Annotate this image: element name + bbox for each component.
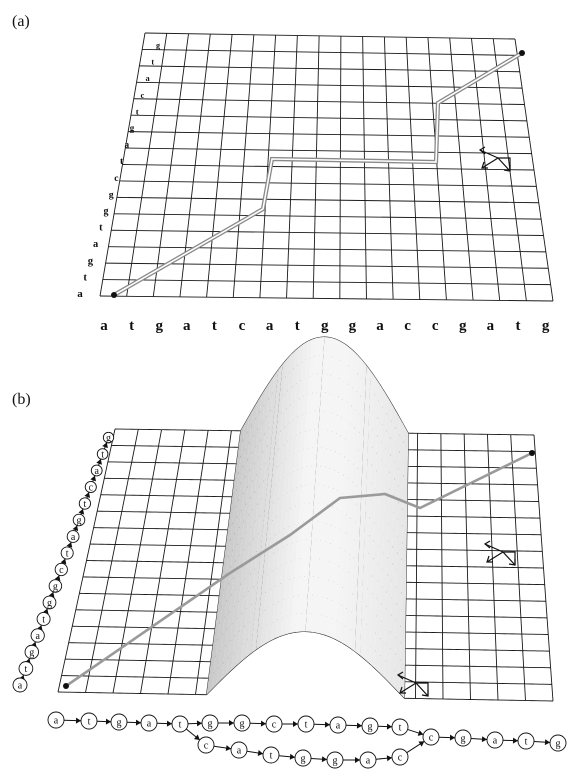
panel-b-ridge-surface [207, 337, 409, 698]
chain-arrow-head [482, 736, 487, 742]
node-letter: a [53, 715, 59, 727]
chain-arrow-head [194, 734, 200, 739]
node-letter: t [42, 614, 45, 626]
sequence-letter: g [348, 318, 357, 334]
sequence-letter: t [129, 318, 135, 334]
node-letter: c [397, 752, 403, 764]
node-letter: c [271, 719, 277, 731]
start-dot [111, 292, 117, 298]
chain-arrow-head [226, 745, 231, 751]
panel-b-bottom-chain [48, 712, 566, 768]
sequence-letter: a [77, 288, 83, 300]
sequence-letter: a [183, 318, 191, 334]
grid-line [145, 33, 515, 39]
node-letter: g [207, 718, 213, 730]
chain-arrow-head [513, 738, 518, 744]
sequence-letter: a [486, 318, 495, 334]
node-letter: t [178, 719, 182, 731]
sequence-letter: g [459, 318, 467, 334]
sequence-letter: g [103, 206, 109, 217]
sequence-letter: g [155, 318, 163, 334]
sequence-letter: t [83, 271, 88, 284]
sequence-letter: t [515, 318, 521, 334]
sequence-letter: c [238, 318, 246, 334]
arrow-line [480, 150, 498, 158]
node-letter: a [94, 466, 99, 477]
node-letter: a [335, 720, 341, 732]
sequence-letter: g [129, 123, 135, 133]
node-letter: c [88, 482, 94, 494]
sequence-letter: g [87, 255, 94, 267]
end-dot [529, 450, 535, 456]
grid-line [139, 66, 519, 72]
arrow-line [487, 552, 503, 562]
chain-arrow-head [387, 724, 392, 730]
grid-line [131, 115, 527, 121]
node-letter: t [269, 750, 273, 762]
grid-line [125, 148, 531, 154]
sequence-letter: a [376, 318, 384, 334]
chain-arrow-head [258, 750, 263, 756]
chain-arrow-head [197, 720, 202, 726]
sequence-letter: t [294, 318, 300, 334]
grid-line [134, 99, 525, 105]
sequence-letter: g [321, 318, 329, 334]
node-letter: t [304, 719, 308, 731]
node-letter: c [428, 732, 434, 744]
grid-line [111, 230, 543, 235]
node-letter: a [70, 532, 76, 543]
node-letter: g [47, 598, 52, 609]
end-dot [519, 50, 525, 56]
node-letter: a [146, 718, 152, 730]
sequence-letter: a [100, 318, 108, 334]
node-letter: t [101, 449, 104, 461]
node-letter: g [76, 515, 82, 527]
arrow-line [503, 552, 515, 565]
chain-arrow-head [106, 719, 111, 725]
node-letter: t [398, 722, 402, 734]
grid-line [103, 280, 551, 285]
node-letter: t [524, 736, 528, 748]
sequence-letter: g [108, 189, 114, 201]
node-letter: c [203, 740, 209, 752]
node-letter: a [492, 735, 498, 747]
node-letter: a [236, 745, 242, 757]
node-letter: g [52, 581, 58, 593]
node-letter: g [29, 647, 35, 659]
node-letter: a [35, 631, 40, 642]
chain-arrow-head [229, 720, 234, 726]
sequence-letter: a [265, 318, 274, 334]
node-letter: g [116, 717, 122, 729]
chain-arrow-head [167, 721, 172, 727]
sequence-letter: t [120, 157, 124, 168]
sequence-letter: g [156, 41, 160, 50]
chain-arrow-head [136, 720, 141, 726]
chain-arrow-head [322, 756, 327, 762]
grid-line [142, 49, 517, 55]
sequence-letter: t [99, 222, 103, 234]
node-letter: c [59, 565, 64, 576]
node-letter: t [24, 664, 28, 675]
chain-arrow-head [450, 735, 455, 741]
grid-line [108, 247, 545, 252]
panel-b-left-chain [13, 432, 114, 692]
node-letter: g [460, 733, 466, 745]
node-letter: g [300, 753, 306, 765]
chain-arrow-head [76, 718, 81, 724]
sequence-letter: t [151, 57, 155, 67]
chain-arrow-head [325, 722, 330, 728]
node-letter: a [17, 680, 23, 692]
grid-line [128, 132, 529, 138]
node-letter: g [239, 718, 245, 730]
chain-arrow-head [290, 754, 295, 760]
move-arrows-icon [485, 541, 515, 565]
node-letter: t [87, 716, 91, 728]
sequence-letter: a [145, 74, 150, 84]
sequence-letter: a [92, 239, 99, 251]
node-letter: g [106, 433, 111, 444]
node-letter: t [65, 548, 69, 560]
sequence-letter: c [140, 89, 145, 100]
chain-arrow-head [355, 757, 360, 763]
sequence-letter: g [541, 318, 550, 334]
chain-arrow-head [387, 755, 392, 761]
sequence-letter: t [135, 106, 139, 117]
sequence-letter: c [404, 318, 411, 334]
chain-arrow-head [357, 723, 362, 729]
sequence-letter: t [211, 318, 217, 334]
sequence-letter: c [431, 318, 439, 334]
panel-b-label: (b) [12, 391, 31, 408]
panel-a-bottom-sequence [100, 318, 550, 334]
node-letter: g [555, 738, 561, 750]
grid-line [114, 214, 541, 219]
grid-line [120, 181, 537, 186]
grid-line [100, 296, 553, 301]
node-letter: g [367, 721, 373, 733]
arrow-line [416, 683, 428, 696]
chain-arrow-head [293, 721, 298, 727]
grid-line [123, 165, 535, 171]
chain-arrow-head [261, 721, 266, 727]
sequence-letter: c [114, 172, 119, 184]
grid-line [117, 197, 539, 202]
panel-a-left-sequence [77, 41, 160, 300]
start-dot [63, 683, 69, 689]
chain-arrow-head [545, 739, 550, 745]
panel-a-label: (a) [12, 13, 30, 30]
sequence-letter: a [124, 139, 130, 150]
node-letter: a [365, 755, 371, 767]
node-letter: t [83, 499, 87, 510]
node-letter: g [332, 755, 338, 767]
